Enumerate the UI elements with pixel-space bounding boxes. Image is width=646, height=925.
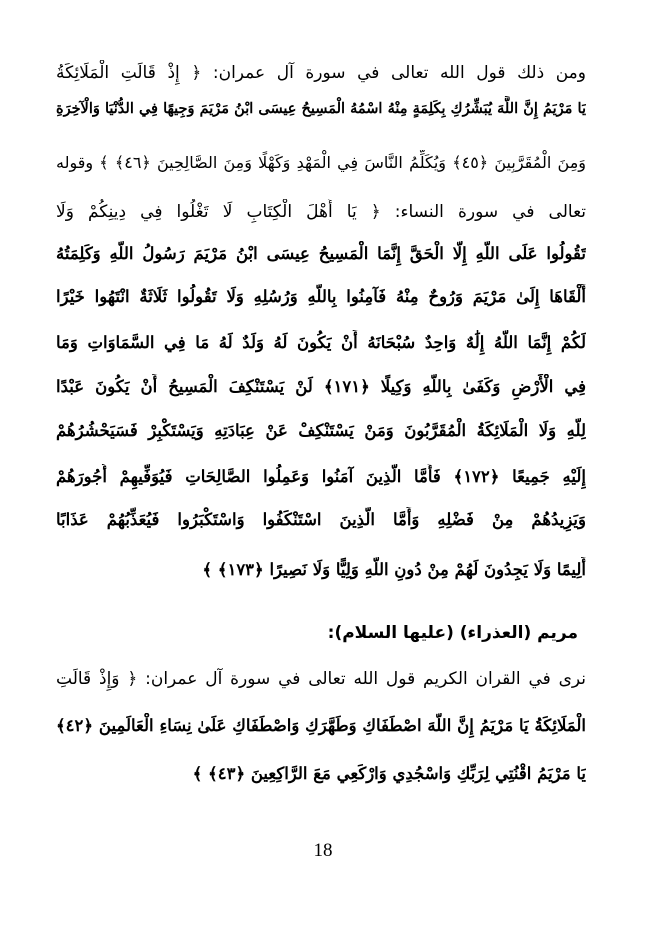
quran-verse-line: أَلْقَاهَا إِلَىٰ مَرْيَمَ وَرُوحٌ مِنْهُ فَآمِنُوا بِاللَّهِ وَرُسُلِهِ وَلَا تَقُولُوا ثَلَاثَةٌ انْتَهُوا خَيْرًا [56,287,586,306]
quran-verse-line: يَا مَرْيَمُ إِنَّ اللَّهَ يُبَشِّرُكِ بِكَلِمَةٍ مِنْهُ اسْمُهُ الْمَسِيحُ عِيسَى ابْنُ مَرْيَمَ وَجِيهًا فِي الدُّنْيَا وَالْآخِرَةِ [56,100,586,117]
quran-verse-line: وَيَزِيدُهُمْ مِنْ فَضْلِهِ وَأَمَّا الَّذِينَ اسْتَنْكَفُوا وَاسْتَكْبَرُوا فَيُعَذِّبُهُمْ عَذَابًا [56,510,586,529]
quran-verse-line: تَقُولُوا عَلَى اللَّهِ إِلَّا الْحَقَّ إِنَّمَا الْمَسِيحُ عِيسَى ابْنُ مَرْيَمَ رَسُولُ اللَّهِ وَكَلِمَتُهُ [56,244,586,263]
quran-verse-line: إِلَيْهِ جَمِيعًا ﴿١٧٢﴾ فَأَمَّا الَّذِينَ آمَنُوا وَعَمِلُوا الصَّالِحَاتِ فَيُوَفِّيهِمْ أُجُورَهُمْ [56,467,586,486]
quran-verse-line: لِلَّهِ وَلَا الْمَلَائِكَةُ الْمُقَرَّبُونَ وَمَنْ يَسْتَنْكِفْ عَنْ عِبَادَتِهِ وَيَسْتَكْبِرْ فَسَيَحْشُرُهُمْ [56,421,586,440]
text-line: وَمِنَ الْمُقَرَّبِينَ ﴿٤٥﴾ وَيُكَلِّمُ النَّاسَ فِي الْمَهْدِ وَكَهْلًا وَمِنَ الصَّالِحِينَ ﴿٤٦﴾ ﴾ وقوله [56,153,586,172]
page-number: 18 [313,840,333,861]
quran-verse-line: الْمَلَائِكَةُ يَا مَرْيَمُ إِنَّ اللَّهَ اصْطَفَاكِ وَطَهَّرَكِ وَاصْطَفَاكِ عَلَىٰ نِسَاءِ الْعَالَمِينَ ﴿٤٢﴾ [56,716,586,735]
quran-verse-line: لَكُمْ إِنَّمَا اللَّهُ إِلَٰهٌ وَاحِدٌ سُبْحَانَهُ أَنْ يَكُونَ لَهُ وَلَدٌ لَهُ مَا فِي السَّمَاوَاتِ وَمَا [56,333,586,352]
text-line: ومن ذلك قول الله تعالى في سورة آل عمران: ﴿ إِذْ قَالَتِ الْمَلَائِكَةُ [56,63,586,83]
quran-verse-line: أَلِيمًا وَلَا يَجِدُونَ لَهُمْ مِنْ دُونِ اللَّهِ وَلِيًّا وَلَا نَصِيرًا ﴿١٧٣﴾ ﴾ [202,560,586,579]
quran-verse-line: يَا مَرْيَمُ اقْنُتِي لِرَبِّكِ وَاسْجُدِي وَارْكَعِي مَعَ الرَّاكِعِينَ ﴿٤٣﴾ ﴾ [192,764,586,783]
quran-verse-line: فِي الْأَرْضِ وَكَفَىٰ بِاللَّهِ وَكِيلًا ﴿١٧١﴾ لَنْ يَسْتَنْكِفَ الْمَسِيحُ أَنْ يَكُونَ عَبْدًا [56,377,586,396]
text-line: تعالى في سورة النساء: ﴿ يَا أَهْلَ الْكِتَابِ لَا تَغْلُوا فِي دِينِكُمْ وَلَا [56,202,586,222]
text-line: نرى في القران الكريم قول الله تعالى في سورة آل عمران: ﴿ وَإِذْ قَالَتِ [56,669,586,689]
section-heading: مريم (العذراء) (عليها السلام): [327,623,578,643]
